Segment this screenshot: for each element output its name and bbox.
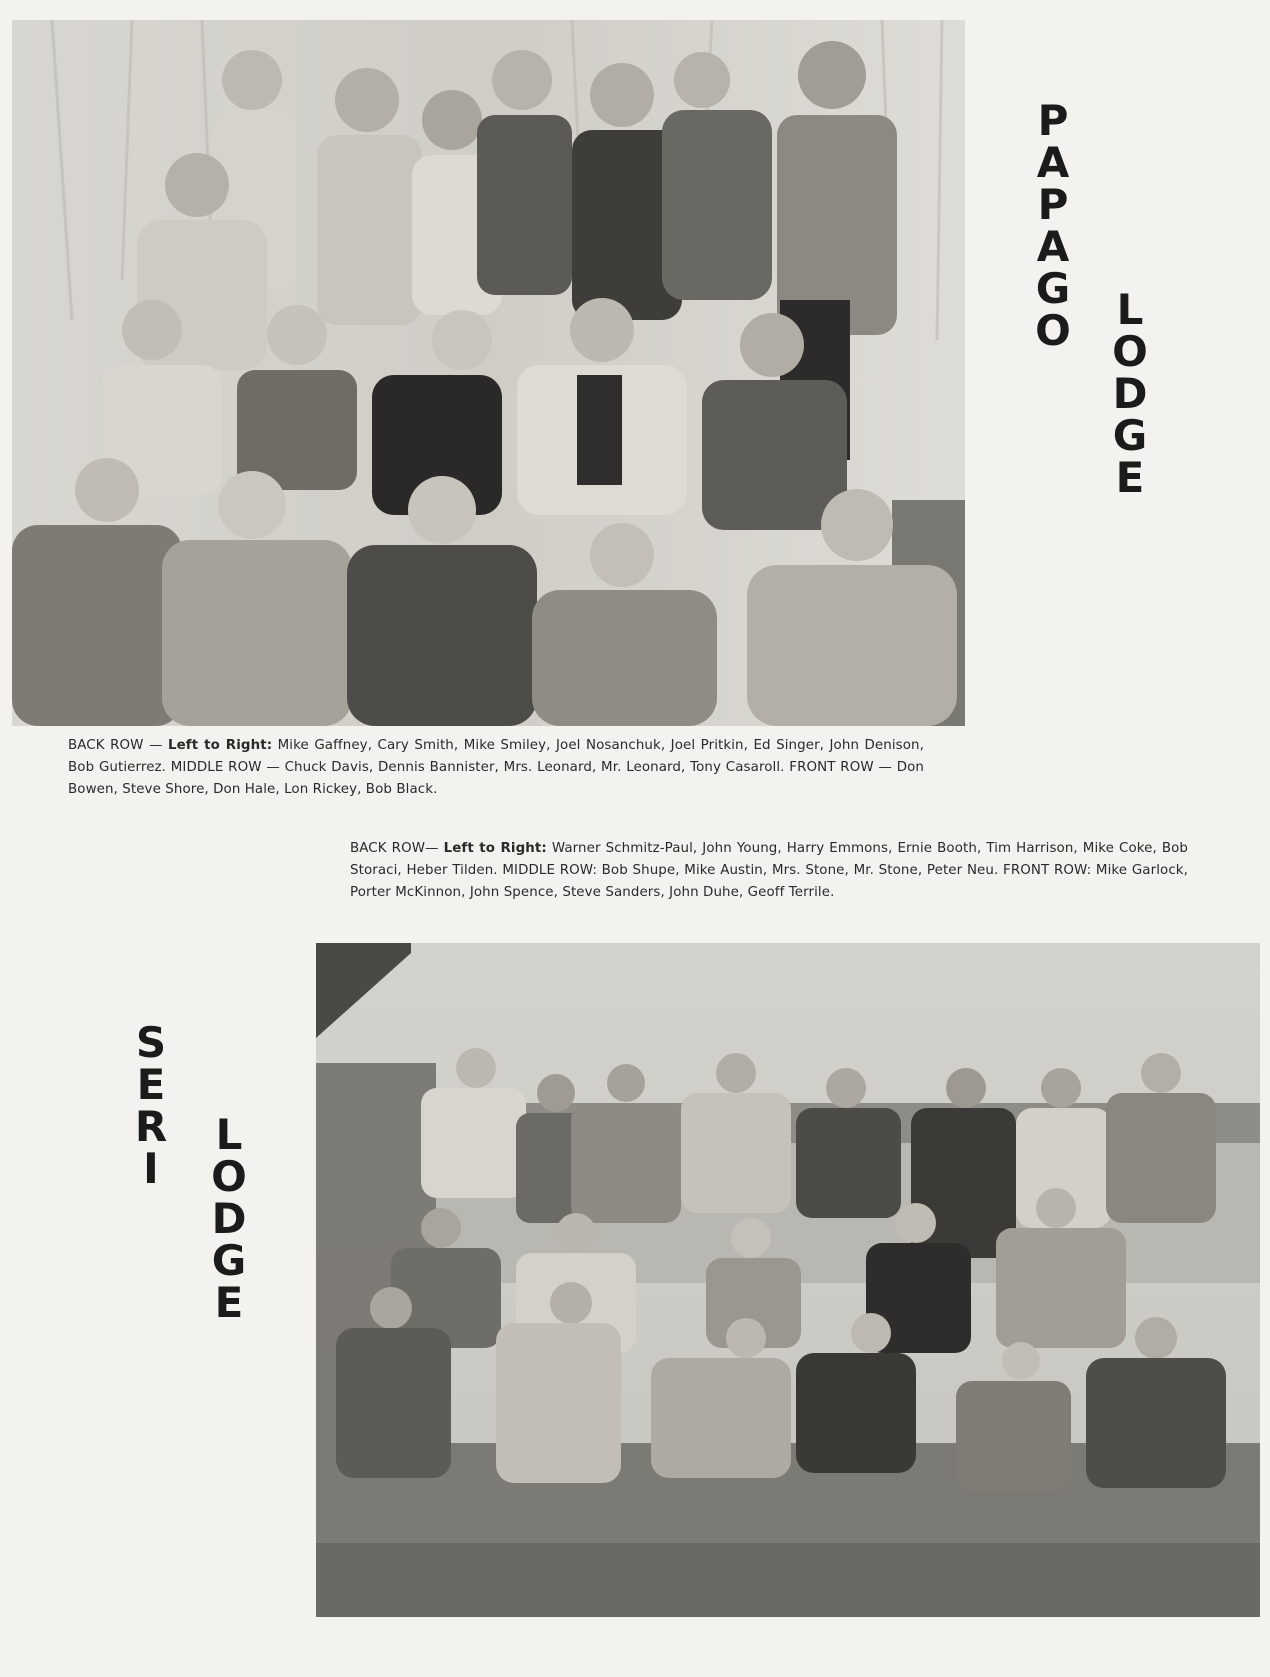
papago-caption-direction: Left to Right: [167,738,273,753]
seri-caption [350,838,1188,904]
seri-caption-names: Warner Schmitz-Paul, John Young, Harry Emmons, Ernie Booth, Tim Harrison, Mike Coke, Bob Storaci, Heber Tilden. MIDDLE ROW: Bob Shupe, Mike Austin, Mrs. Stone, Mr. Stone, Peter Neu. FRONT ROW: Mike Garlock, Porter McKinnon, John Spence, Steve Sanders, John Duhe, Geoff Terrile. [350,841,1189,900]
papago-title-word: PAPAGO [1035,96,1071,355]
papago-caption [68,735,924,801]
seri-group-photo [316,943,1260,1617]
papago-caption-names: Mike Gaffney, Cary Smith, Mike Smiley, Joel Nosanchuk, Joel Pritkin, Ed Singer, John Denison, Bob Gutierrez. MIDDLE ROW — Chuck Davis, Dennis Bannister, Mrs. Leonard, Mr. Leonard, Tony Casaroll. FRONT ROW — Don Bowen, Steve Shore, Don Hale, Lon Rickey, Bob Black. [68,738,924,797]
seri-photo-graphic [316,943,1260,1617]
papago-caption-row-label: BACK ROW — [68,738,163,753]
seri-title-lodge: LODGE [211,1110,247,1327]
seri-caption-direction: Left to Right: [443,841,547,856]
seri-title-word: SERI [134,1018,168,1193]
papago-photo-graphic [12,20,965,726]
papago-title-lodge: LODGE [1112,285,1148,502]
seri-caption-row-label: BACK ROW— [350,841,439,856]
papago-group-photo [12,20,965,726]
